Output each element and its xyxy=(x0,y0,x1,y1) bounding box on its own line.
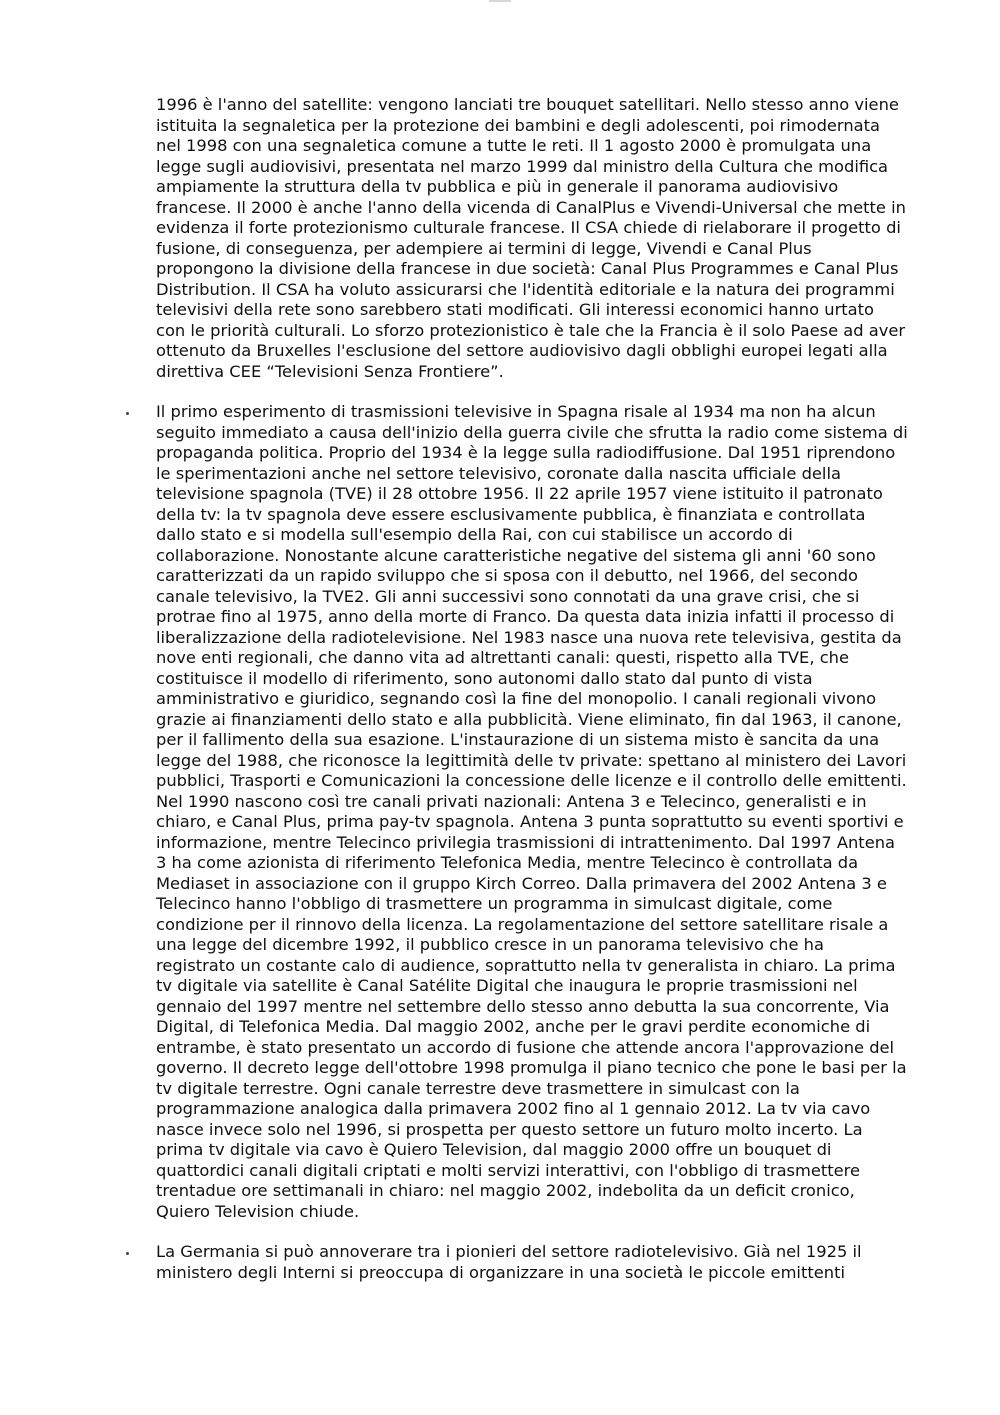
paragraph-text: Il primo esperimento di trasmissioni televisive in Spagna risale al 1934 ma non ha alcun seguito immediato a causa dell'inizio della guerra civile che sfrutta la radio come sistema di propaganda politica. Proprio del 1934 è la legge sulla radiodiffusione. Dal 1951 riprendono le sperimentazioni anche nel settore televisivo, coronate dalla nascita ufficiale della televisione spagnola (TVE) il 28 ottobre 1956. Il 22 aprile 1957 viene istituito il patronato della tv: la tv spagnola deve essere esclusivamente pubblica, è finanziata e controllata dallo stato e si modella sull'esempio della Rai, con cui stabilisce un accordo di collaborazione. Nonostante alcune caratteristiche negative del sistema gli anni '60 sono caratterizzati da un rapido sviluppo che si sposa con il debutto, nel 1966, del secondo canale televisivo, la TVE2. Gli anni successivi sono connotati da una grave crisi, che si protrae fino al 1975, anno della morte di Franco. Da questa data inizia infatti il processo di liberalizzazione della radiotelevisione. Nel 1983 nasce una nuova rete televisiva, gestita da nove enti regionali, che danno vita ad altrettanti canali: questi, rispetto alla TVE, che costituisce il modello di riferimento, sono autonomi dallo stato dal punto di vista amministrativo e giuridico, segnando così la fine del monopolio. I canali regionali vivono grazie ai finanziamenti dello stato e alla pubblicità. Viene eliminato, fin dal 1963, il canone, per il fallimento della sua esazione. L'instaurazione di un sistema misto è sancita da una legge del 1988, che riconosce la legittimità delle tv private: spettano al ministero dei Lavori pubblici, Trasporti e Comunicazioni la concessione delle licenze e il controllo delle emittenti. Nel 1990 nascono così tre canali privati nazionali: Antena 3 e Telecinco, generalisti e in chiaro, e Canal Plus, prima pay-tv spagnola. Antena 3 punta soprattutto su eventi sportivi e informazione, mentre Telecinco privilegia trasmissioni di intrattenimento. Dal 1997 Antena 3 ha come azionista di riferimento Telefonica Media, mentre Telecinco è controllata da Mediaset in associazione con il gruppo Kirch Correo. Dalla primavera del 2002 Antena 3 e Telecinco hanno l'obbligo di trasmettere un programma in simulcast digitale, come condizione per il rinnovo della licenza. La regolamentazione del settore satellitare risale a una legge del dicembre 1992, il pubblico cresce in un panorama televisivo che ha registrato un costante calo di audience, soprattutto nella tv generalista in chiaro. La prima tv digitale via satellite è Canal Satélite Digital che inaugura le proprie trasmissioni nel gennaio del 1997 mentre nel settembre dello stesso anno debutta la sua concorrente, Via Digital, di Telefonica Media. Dal maggio 2002, anche per le gravi perdite economiche di entrambe, è stato presentato un accordo di fusione che attende ancora l'approvazione del governo. Il decreto legge dell'ottobre 1998 promulga il piano tecnico che pone le basi per la tv digitale terrestre. Ogni canale terrestre deve trasmettere in simulcast con la programmazione analogica dalla primavera 2002 fino al 1 gennaio 2012. La tv via cavo nasce invece solo nel 1996, si prospetta per questo settore un futuro molto incerto. La prima tv digitale via cavo è Quiero Television, dal maggio 2000 offre un bouquet di quattordici canali digitali criptati e molti servizi interattivi, con l'obbligo di trasmettere trentadue ore settimanali in chiaro: nel maggio 2002, indebolita da un deficit cronico, Quiero Television chiude. xyxy=(156,402,908,1221)
paragraph-block-spain xyxy=(156,402,908,1222)
paragraph-block-germany xyxy=(156,1242,908,1283)
document-body xyxy=(156,95,908,1283)
paragraph-text: La Germania si può annoverare tra i pionieri del settore radiotelevisivo. Già nel 1925 il ministero degli Interni si preoccupa di organizzare in una società le piccole emittenti xyxy=(156,1242,862,1282)
bullet-icon xyxy=(126,412,129,415)
bullet-icon xyxy=(126,1252,129,1255)
paragraph-block-france xyxy=(156,95,908,382)
paragraph-text: 1996 è l'anno del satellite: vengono lanciati tre bouquet satellitari. Nello stesso anno viene istituita la segnaletica per la protezione dei bambini e degli adolescenti, poi rimodernata nel 1998 con una segnaletica comune a tutte le reti. Il 1 agosto 2000 è promulgata una legge sugli audiovisivi, presentata nel marzo 1999 dal ministro della Cultura che modifica ampiamente la struttura della tv pubblica e più in generale il panorama audiovisivo francese. Il 2000 è anche l'anno della vicenda di CanalPlus e Vivendi-Universal che mette in evidenza il forte protezionismo culturale francese. Il CSA chiede di rielaborare il progetto di fusione, di conseguenza, per adempiere ai termini di legge, Vivendi e Canal Plus propongono la divisione della francese in due società: Canal Plus Programmes e Canal Plus Distribution. Il CSA ha voluto assicurarsi che l'identità editoriale e la natura dei programmi televisivi della rete sono sarebbero stati modificati. Gli interessi economici hanno urtato con le priorità culturali. Lo sforzo protezionistico è tale che la Francia è il solo Paese ad aver ottenuto da Bruxelles l'esclusione del settore audiovisivo dagli obblighi europei legati alla direttiva CEE “Televisioni Senza Frontiere”. xyxy=(156,95,906,381)
page-header-marker xyxy=(489,0,511,2)
